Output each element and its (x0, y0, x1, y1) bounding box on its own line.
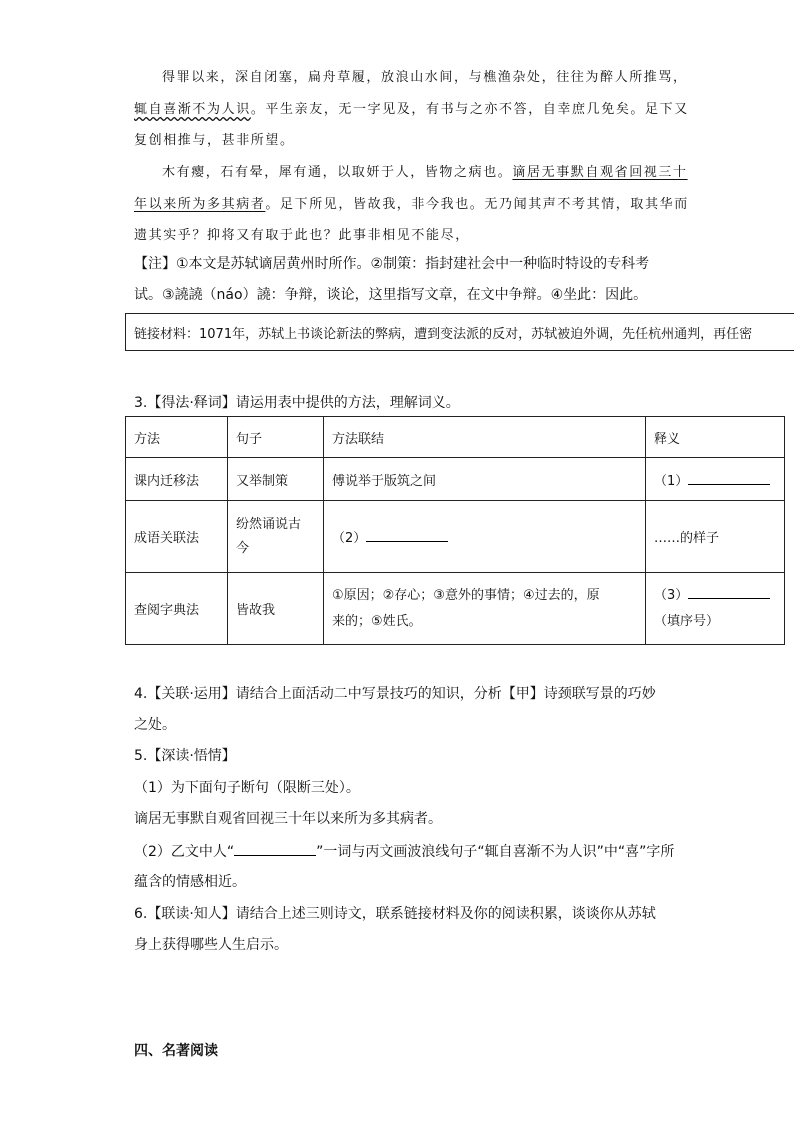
method-cell: 查阅字典法 (126, 573, 228, 645)
notes-line: 【注】①本文是苏轼谪居黄州时所作。②制策：指封建社会中一种临时特设的专科考 (134, 256, 650, 272)
answer-cell (646, 458, 785, 501)
table-header-row (126, 417, 785, 458)
answer-label: （2） (332, 531, 367, 546)
table-row (126, 573, 785, 645)
q5-sub2-text: ”一词与丙文画波浪线句子“辄自喜渐不为人识”中“喜”字所 (316, 844, 675, 860)
answer-cell (646, 573, 785, 645)
link-line: 来的；⑤姓氏。 (332, 613, 422, 629)
link-material-text: 链接材料：1071年，苏轼上书谈论新法的弊病，遭到变法派的反对，苏轼被迫外调，先任杭州通判，再任密 (134, 327, 753, 342)
answer-blank[interactable] (688, 584, 770, 599)
q5-sub1: （1）为下面句子断句（限断三处）。 (134, 780, 360, 796)
answer-label: （3） (654, 587, 689, 603)
table-header-cell: 方法联结 (324, 417, 646, 458)
passage-line (134, 131, 674, 151)
answer-blank[interactable] (234, 841, 316, 856)
passage-line (134, 100, 689, 120)
passage-text: 复创相推与，甚非所望。 (134, 133, 295, 148)
q4-line: 之处。 (134, 717, 176, 733)
link-material-box (125, 313, 794, 351)
method-cell: 成语关联法 (126, 501, 228, 573)
q5-sub2-cont: 蕴含的情感相近。 (134, 874, 246, 890)
passage-line (134, 226, 674, 246)
underlined-sentence: 年以来所为多其病者 (134, 197, 266, 212)
notes-line: 试。③譊譊（náo）譊：争辩，谈论，这里指写文章，在文中争辩。④坐此：因此。 (134, 287, 648, 303)
passage-line (134, 195, 689, 215)
passage-text: 得罪以来，深自闭塞，扁舟草履，放浪山水间，与樵渔杂处，往往为醉人所推骂， (162, 70, 688, 85)
q4-line: 4.【关联·运用】请结合上面活动二中写景技巧的知识，分析【甲】诗颈联写景的巧妙 (134, 686, 656, 702)
link-cell: 傅说举于版筑之间 (324, 458, 646, 501)
q5-title: 5.【深读·悟情】 (134, 748, 236, 764)
table-header-cell: 释义 (646, 417, 785, 458)
answer-blank[interactable] (688, 470, 770, 485)
answer-blank[interactable] (366, 527, 448, 542)
q6-line: 身上获得哪些人生启示。 (134, 937, 288, 953)
sentence-cell (228, 501, 324, 573)
q5-sub2 (134, 841, 674, 862)
table-header-cell: 句子 (228, 417, 324, 458)
underlined-sentence: 谪居无事默自观省回视三十 (512, 165, 688, 180)
sentence-cell: 又举制策 (228, 458, 324, 501)
section-heading: 四、名著阅读 (134, 1043, 218, 1059)
method-cell: 课内迁移法 (126, 458, 228, 501)
q6-line: 6.【联读·知人】请结合上述三则诗文，联系链接材料及你的阅读积累，谈谈你从苏轼 (134, 906, 656, 922)
passage-text: 遗其实乎？抑将又有取于此也？此事非相见不能尽， (134, 228, 470, 243)
sentence-line: 纷然诵说古 (236, 516, 302, 532)
table-row (126, 458, 785, 501)
passage-line (134, 68, 688, 88)
sentence-cell: 皆故我 (228, 573, 324, 645)
link-line: ①原因；②存心；③意外的事情；④过去的，原 (332, 587, 600, 603)
wavy-sentence: 辄自喜渐不为人识 (134, 102, 251, 117)
passage-line (134, 163, 688, 183)
passage-text: 。足下所见，皆故我，非今我也。无乃闻其声不考其情，取其华而 (265, 197, 689, 212)
q5-sentence: 谪居无事默自观省回视三十年以来所为多其病者。 (134, 811, 442, 827)
answer-label: （1） (654, 473, 689, 489)
table-row (126, 501, 785, 573)
link-cell (324, 501, 646, 573)
link-cell (324, 573, 646, 645)
answer-hint: （填序号） (654, 613, 720, 629)
meaning-cell: ……的样子 (646, 501, 785, 573)
table-header-cell: 方法 (126, 417, 228, 458)
passage-text: 木有瘿，石有晕，犀有通，以取妍于人，皆物之病也。 (162, 165, 513, 180)
sentence-line: 今 (236, 540, 250, 556)
q3-title: 3.【得法·释词】请运用表中提供的方法，理解词义。 (134, 395, 460, 411)
method-table (125, 416, 785, 645)
q5-sub2-text: （2）乙文中人“ (134, 844, 235, 860)
passage-text: 。平生亲友，无一字见及，有书与之亦不答，自幸庶几免矣。足下又 (250, 102, 689, 117)
